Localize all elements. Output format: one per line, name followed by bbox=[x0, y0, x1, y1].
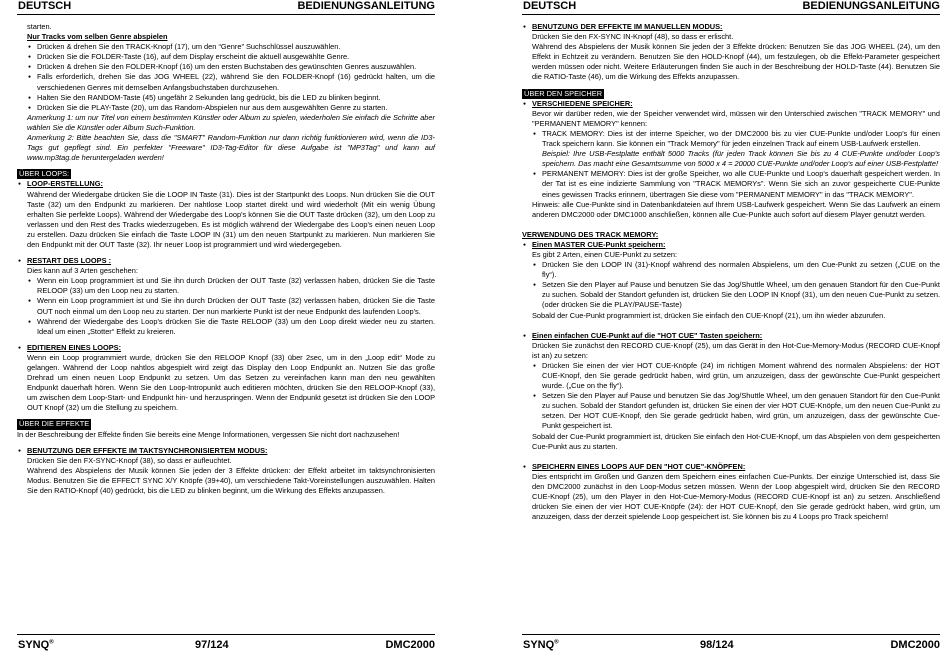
page-right bbox=[522, 0, 940, 654]
page-body bbox=[17, 22, 435, 496]
paragraph: ● Setzen Sie den Player auf Pause und benutzen Sie das Jog/Shuttle Wheel, um den genauen Standort für den Cue-Punkt zu suchen. Sobald der Standort gefunden ist, drücken Sie einen der vier HOT CUE-Knöpfe, um den neuen Cue-Punkt zu setzen. Der HOT CUE-Knopf, den Sie gerade gedrückt haben, wird grün, um anzuzeigen, dass der gewünschte Cue-Punkt gespeichert ist. bbox=[532, 391, 940, 431]
paragraph: ● Drücken Sie die FOLDER-Taste (16), auf dem Display erscheint die aktuell ausgewählte Genre. bbox=[27, 52, 435, 62]
paragraph: Dies entspricht im Großen und Ganzen dem Speichern eines einfachen Cue-Punkts. Der einzige Unterschied ist, dass Sie den DMC2000 zunächst in den Loop-Modus setzen müssen. Wenn der Loop abgespielt wird, drücken Sie den RECORD CUE-Knopf (25), um den Player in den Hot-Cue-Memory-Modus (RECORD CUE-Knopf ist an) zu setzen. Anschließend drücken Sie einen der vier HOT CUE-Knöpfe (24): der HOT CUE-Knopf, den Sie gerade gedrückt haben, wird grün, um anzuzeigen, dass der derzeit spielende Loop gespeichert ist. Sie können bis zu 4 Loops pro Track speichern! bbox=[532, 471, 940, 522]
subheading: ● Einen MASTER CUE-Punkt speichern: bbox=[522, 240, 940, 250]
subheading: ● VERSCHIEDENE SPEICHER: bbox=[522, 99, 940, 109]
paragraph bbox=[522, 220, 940, 230]
paragraph: ● Setzen Sie den Player auf Pause und benutzen Sie das Jog/Shuttle Wheel, um den genauen Standort für den Cue-Punkt zu suchen. Sobald der Standort gefunden ist, drücken Sie den LOOP IN Knopf (31), um den neuen Cue-Punkt zu setzen. (oder drücken Sie die PLAY/PAUSE-Taste) bbox=[532, 280, 940, 310]
page-body bbox=[522, 22, 940, 522]
subheading: ● BENUTZUNG DER EFFEKTE IM MANUELLEN MODUS: bbox=[522, 22, 940, 32]
page-number: 98/124 bbox=[700, 639, 734, 651]
paragraph: ● Drücken Sie die PLAY-Taste (20), um das Random-Abspielen nur aus dem ausgewählten Genre zu starten. bbox=[27, 103, 435, 113]
paragraph: In der Beschreibung der Effekte finden Sie bereits eine Menge Informationen, vergessen Sie nicht dort nachzusehen! bbox=[17, 429, 400, 439]
paragraph: Bevor wir darüber reden, wie der Speicher verwendet wird, müssen wir den Unterschied zwischen "TRACK MEMORY" und "PERMANENT MEMORY" kennen: bbox=[532, 108, 940, 128]
paragraph: Drücken Sie zunächst den RECORD CUE-Knopf (25), um das Gerät in den Hot-Cue-Memory-Modus (RECORD CUE-Knopf ist an) zu setzen: bbox=[532, 340, 940, 360]
section-heading: ÜBER LOOPS: bbox=[19, 169, 70, 179]
paragraph: ● Falls erforderlich, drehen Sie das JOG WHEEL (22), während Sie den FOLDER-Knopf (16) gedrückt halten, um die verschiedenen Genres mit demselben Anfangsbuchstaben durchzusehen. bbox=[27, 72, 435, 92]
paragraph: Dies kann auf 3 Arten geschehen: bbox=[27, 266, 138, 276]
paragraph: Wenn ein Loop programmiert wurde, drücken Sie den RELOOP Knopf (33) über 2sec, um in den „Loop edit“ Mode zu gelangen. Während der Loop nahtlos abgespielt wird zeigt das Display den Loop Endpunkt an. Nutzen Sie das große Drehrad um einen neuen Loop Endpunkt zu setzen. Um das Setzen zu vereinfachen kann man den neu gewählten Endpunkt dauerhaft hören. Wenn Sie den Loop-Intropunkt auch editieren möchten, drücken Sie den RELOOP-Knopf (33), um zwischen dem Loop-Start- und Endpunkt hin- und herzuspringen. Wenn der Endpunkt gesetzt ist drücken Sie den LOOP OUT Knopf (32) um die Stellung zu speichern. bbox=[27, 352, 435, 413]
header-language: DEUTSCH bbox=[18, 0, 72, 12]
paragraph: Anmerkung 1: um nur Titel von einem bestimmten Künstler oder Album zu spielen, wiederholen Sie einfach die Schritte aber wählen Sie die Künstler oder Album Such-Funktion. bbox=[27, 112, 435, 132]
section-heading: ÜBER DIE EFFEKTE bbox=[19, 419, 90, 429]
page-left bbox=[17, 0, 435, 654]
paragraph bbox=[522, 321, 940, 331]
page-header bbox=[17, 0, 435, 15]
paragraph: Während des Abspielens der Musik können Sie jeden der 3 Effekte drücken: Benutzen Sie das JOG WHEEL (24), um den Effekt in Echtzeit zu verändern. Benutzen Sie den HOLD-Knopf (44), um festzulegen, ob die Effekt-Parameter gespeichert werden müssen oder nicht. Weitere Erläuterungen finden Sie auch in der Beschreibung der HOLD-Taste (44). Benutzen Sie die RATIO-Taste (46), um die Wirkung des Effekts anzupassen. bbox=[532, 42, 940, 82]
subheading: ● Einen einfachen CUE-Punkt auf die "HOT CUE" Tasten speichern: bbox=[522, 331, 940, 341]
paragraph: ● Halten Sie den RANDOM-Taste (45) ungefähr 2 Sekunden lang gedrückt, bis die LED zu blinken beginnt. bbox=[27, 93, 435, 103]
footer-brand bbox=[18, 639, 54, 651]
subheading: Nur Tracks vom selben Genre abspielen bbox=[27, 32, 168, 42]
paragraph: ● Wenn ein Loop programmiert ist und Sie ihn durch Drücken der OUT Taste (32) verlassen haben, drücken Sie die Taste RELOOP (33) um den Loop neu zu starten. bbox=[27, 276, 435, 296]
page-footer bbox=[17, 634, 435, 653]
paragraph: Beispiel: Ihre USB-Festplatte enthält 5000 Tracks (für jeden Track können Sie bis zu 4 CUE-Punkte und/oder Loop's speichern. Das macht eine Gesamtsumme von 5000 x 4 = 20000 CUE-Punkte und/oder Loop's auf einer USB-Festplatte! bbox=[542, 149, 940, 169]
paragraph: ● Drücken Sie einen der vier HOT CUE-Knöpfe (24) im richtigen Moment während des normalen Abspielens: der HOT CUE-Knopf, den Sie gerade gedrückt haben, wird grün, um anzuzeigen, dass der gewünschte Cue-Punkt gespeichert wurde. („Cue on the fly“). bbox=[532, 361, 940, 391]
paragraph: starten. bbox=[27, 22, 52, 31]
subheading: ● BENUTZUNG DER EFFEKTE IM TAKTSYNCHRONISIERTEM MODUS: bbox=[17, 446, 435, 456]
paragraph: ● PERMANENT MEMORY: Dies ist der große Speicher, wo alle CUE-Punkte und Loop's dauerhaft gespeichert werden. In der Tat ist es eine indizierte Sammlung von "TRACK MEMORYs". Wenn Sie sich an zuvor gespeicherte CUE-Punkte eines gewissen Tracks erinnern, übertragen Sie diese vom "PERMANENT MEMORY" in das "TRACK MEMORY". bbox=[532, 169, 940, 199]
subheading: VERWENDUNG DES TRACK MEMORY: bbox=[522, 229, 659, 239]
footer-brand bbox=[523, 639, 559, 651]
header-title: BEDIENUNGSANLEITUNG bbox=[802, 0, 940, 12]
paragraph: Drücken Sie den FX-SYNC IN-Knopf (48), so dass er erlischt. bbox=[532, 32, 734, 42]
paragraph: Sobald der Cue-Punkt programmiert ist, drücken Sie einfach den Hot-CUE-Knopf, um das Abspielen von dem gespeicherten Cue-Punkt aus zu starten. bbox=[532, 431, 940, 451]
paragraph: ● TRACK MEMORY: Dies ist der interne Speicher, wo der DMC2000 bis zu vier CUE-Punkte und/oder Loop's für einen Track speichern kann. Sie können ein "Track Memory" für jeden einzelnen Track auf einem USB-Laufwerk erstellen. bbox=[532, 129, 940, 149]
subheading: ● LOOP-ERSTELLUNG: bbox=[17, 179, 435, 189]
subheading: ● EDITIEREN EINES LOOPS: bbox=[17, 343, 435, 353]
header-title: BEDIENUNGSANLEITUNG bbox=[297, 0, 435, 12]
paragraph: Hinweis: alle Cue-Punkte sind in Datenbankdateien auf Ihrem USB-Laufwerk gespeichert. Wenn Sie das Laufwerk an einem anderen DMC2000 oder DMC1000 anschließen, können alle Cue-Punkte auch sofort auf diesem Player genutzt werden. bbox=[532, 199, 940, 219]
paragraph: Drücken Sie den FX-SYNC-Knopf (38), so dass er aufleuchtet. bbox=[27, 455, 232, 465]
paragraph: Es gibt 2 Arten, einen CUE-Punkt zu setzen: bbox=[532, 249, 678, 259]
paragraph: Sobald der Cue-Punkt programmiert ist, drücken Sie einfach den CUE-Knopf (21), um ihn wieder abzurufen. bbox=[532, 310, 886, 320]
registered-mark: ® bbox=[554, 639, 559, 646]
paragraph: ● Drücken Sie den LOOP IN (31)-Knopf während des normalen Abspielens, um den Cue-Punkt zu setzen („CUE on the fly“). bbox=[532, 260, 940, 280]
header-language: DEUTSCH bbox=[523, 0, 577, 12]
registered-mark: ® bbox=[49, 639, 54, 646]
page-number: 97/124 bbox=[195, 639, 229, 651]
section-heading: ÜBER DEN SPEICHER bbox=[524, 88, 603, 98]
paragraph bbox=[522, 452, 940, 462]
paragraph: ● Drücken & drehen Sie den TRACK-Knopf (17), um den “Genre” Suchschlüssel auszuwählen. bbox=[27, 42, 435, 52]
paragraph: Während der Wiedergabe drücken Sie die LOOP IN Taste (31). Dies ist der Startpunkt des Loops. Nun drücken Sie die OUT Taste (32) um den Endpunkt zu markieren. Der nahtlose Loop startet direkt und wird wiederholt (Mit ein wenig Übung erhalten Sie perfekte Loops). Während der Wiedergabe des Loop's können Sie die OUT Taste drücken (32), um den Loop zu verlassen und den Rest des Tracks wiederzugeben. Es ist möglich während der Wiedergabe des Loop's einen neuen Loop zu erstellen. Dazu drücken Sie einfach die Taste LOOP IN (31) um den neuen Startpunkt zu markieren. Nun markieren Sie den Endpunkt mit der OUT Taste (32). Ihr neuer Loop ist programmiert und wird wiedergegeben. bbox=[27, 189, 435, 249]
footer-model: DMC2000 bbox=[890, 639, 940, 651]
brand-name: SYNQ bbox=[523, 639, 555, 651]
paragraph: ● Während der Wiedergabe des Loop's drücken Sie die Taste RELOOP (33) um den Loop direkt wieder neu zu starten. Ideal um einen „Stotter“ Effekt zu kreieren. bbox=[27, 317, 435, 337]
subheading: ● SPEICHERN EINES LOOPS AUF DEN "HOT CUE"-KNÖPFEN: bbox=[522, 462, 940, 472]
paragraph: ● Drücken & drehen Sie den FOLDER-Knopf (16) um den ersten Buchstaben des gewünschten Genres auszuwählen. bbox=[27, 62, 435, 72]
paragraph: Während des Abspielens der Musik können Sie jeden der 3 Effekte drücken: der Effekt arbeitet im taktsynchronisierten Modus. Benutzen Sie die EFFECT SYNC X/Y Knöpfe (39+40), um verschiedene Takt-Voreinstellungen auszuwählen. Halten Sie den RATIO-Knopf (40) gedrückt, bis die LED zu blinken beginnt, um die Wirkung des Effekts anzupassen. bbox=[27, 465, 435, 496]
page-footer bbox=[522, 634, 940, 653]
paragraph: Anmerkung 2: Bitte beachten Sie, dass die "SMART" Random-Funktion nur dann richtig funktionieren wird, wenn die ID3-Tags gut gepflegt sind. Ein perfekter "Freeware" ID3-Tag-Editor für diese Aufgabe ist "MP3Tag" und kann auf www.mp3tag.de heruntergeladen werden! bbox=[27, 133, 435, 163]
page-header bbox=[522, 0, 940, 15]
paragraph: ● Wenn ein Loop programmiert ist und Sie ihn durch Drücken der OUT Taste (32) verlassen haben, drücken Sie die Taste OUT noch einmal um den Loop neu zu starten. Der nun markierte Punkt ist der neue Endpunkt des laufenden Loop's. bbox=[27, 296, 435, 316]
brand-name: SYNQ bbox=[18, 639, 50, 651]
footer-model: DMC2000 bbox=[385, 639, 435, 651]
subheading: ● RESTART DES LOOPS : bbox=[17, 256, 435, 266]
